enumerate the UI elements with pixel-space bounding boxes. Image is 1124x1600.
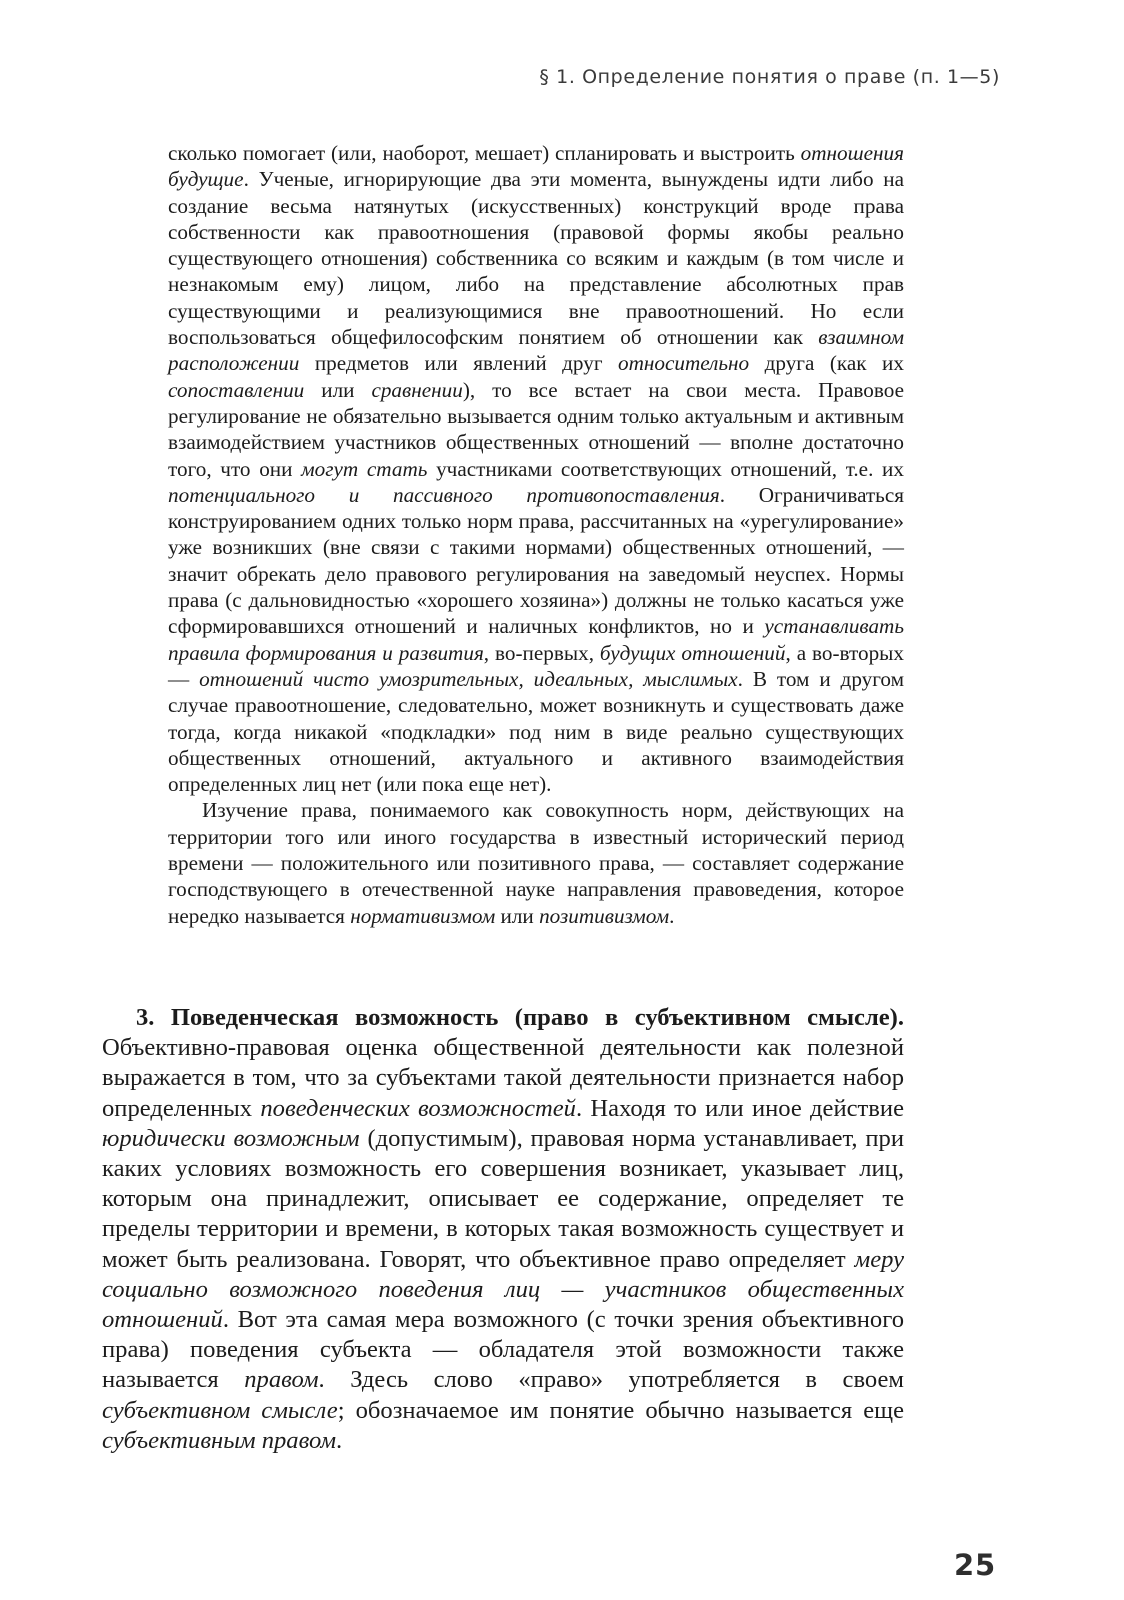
italic-phrase: устанавливать правила формирования и развития [168, 614, 904, 665]
italic-phrase: сопоставлении [168, 377, 305, 402]
boxed-excerpt [168, 140, 904, 929]
running-header: § 1. Определение понятия о праве (п. 1—5) [539, 66, 1000, 88]
italic-phrase: могут стать [301, 456, 428, 481]
section-body: Объективно-правовая оценка общественной деятельности как полезной выражается в том, что за субъектами такой деятельности признается набор определенных поведенческих возможностей. Находя то или иное действие юридически возможным (допустимым), правовая норма устанавливает, при каких условиях возможность его совершения возникает, указывает лиц, которым она принадлежит, описывает ее содержание, определяет те пределы территории и времени, в которых такая возможность существует и может быть реализована. Говорят, что объективное право определяет меру социально возможного поведения лиц — участников общественных отношений. Вот эта самая мера возможного (с точки зрения объективного права) поведения субъекта — обладателя этой возможности также называется правом. Здесь слово «право» употребляется в своем субъективном смысле; обозначаемое им понятие обычно называется еще субъективным правом. [102, 1034, 904, 1454]
italic-phrase: будущих отношений [599, 640, 786, 665]
boxed-paragraph-1: сколько помогает (или, наоборот, мешает) спланировать и выстроить отношения будущие. Ученые, игнорирующие два эти момента, вынуждены идти либо на создание весьма натянутых (искусственных) конструкций вроде права собственности как правоотношения (правовой формы якобы реально существующего отношения) собственника со всяким и каждым (в том числе и незнакомым ему) лицом, либо на представление абсолютных прав существующими и реализующимися вне правоотношений. Но если воспользоваться общефилософским понятием об отношении как взаимном расположении предметов или явлений друг относительно друга (как их сопоставлении или сравнении), то все встает на свои места. Правовое регулирование не обязательно вызывается одним только актуальным и активным взаимодействием участников общественных отношений — вполне достаточно того, что они могут стать участниками соответствующих отношений, т.е. их потенциального и пассивного противопоставления. Ограничиваться конструированием одних только норм права, рассчитанных на «урегулирование» уже возникших (вне связи с такими нормами) общественных отношений, — значит обрекать дело правового регулирования на заведомый неуспех. Нормы права (с дальновидностью «хорошего хозяина») должны не только касаться уже сформировавшихся отношений и наличных конфликтов, но и устанавливать правила формирования и развития, во-первых, будущих отношений, а во-вторых — отношений чисто умозрительных, идеальных, мыслимых. В том и другом случае правоотношение, следовательно, может возникнуть и существовать даже тогда, когда никакой «подкладки» под ним в виде реально существующих общественных отношений, актуального и активного взаимодействия определенных лиц нет (или пока еще нет). [168, 141, 904, 797]
italic-phrase: относительно [617, 351, 750, 376]
italic-phrase: отношений чисто умозрительных, идеальных, мыслимых [199, 666, 738, 691]
section-heading: 3. Поведенческая возможность (право в субъективном смысле). [136, 1004, 904, 1031]
italic-phrase: взаимном расположении [168, 325, 904, 376]
italic-phrase: позитивизмом [539, 903, 670, 928]
boxed-paragraph-2: Изучение права, понимаемого как совокупность норм, действующих на территории того или иного государства в известный исторический период времени — положительного или позитивного права, — составляет содержание господствующего в отечественной науке направления правоведения, которое нередко называется нормативизмом или позитивизмом. [168, 798, 904, 928]
italic-phrase: нормативизмом [350, 903, 496, 928]
italic-phrase: юридически возможным [102, 1124, 360, 1152]
italic-phrase: субъективным правом [102, 1426, 337, 1454]
italic-phrase: правом [244, 1366, 319, 1394]
italic-phrase: потенциального и пассивного противопоставления [168, 482, 720, 507]
main-section [102, 1003, 904, 1456]
italic-phrase: отношения будущие [168, 141, 904, 192]
section-paragraph [102, 1003, 904, 1456]
italic-phrase: сравнении [371, 377, 463, 402]
page-number: 25 [954, 1548, 996, 1582]
italic-phrase: поведенческих возможностей [260, 1094, 576, 1122]
italic-phrase: субъективном смысле [102, 1396, 338, 1424]
italic-phrase: меру социально возможного поведения лиц — участников общественных отношений [102, 1245, 904, 1334]
